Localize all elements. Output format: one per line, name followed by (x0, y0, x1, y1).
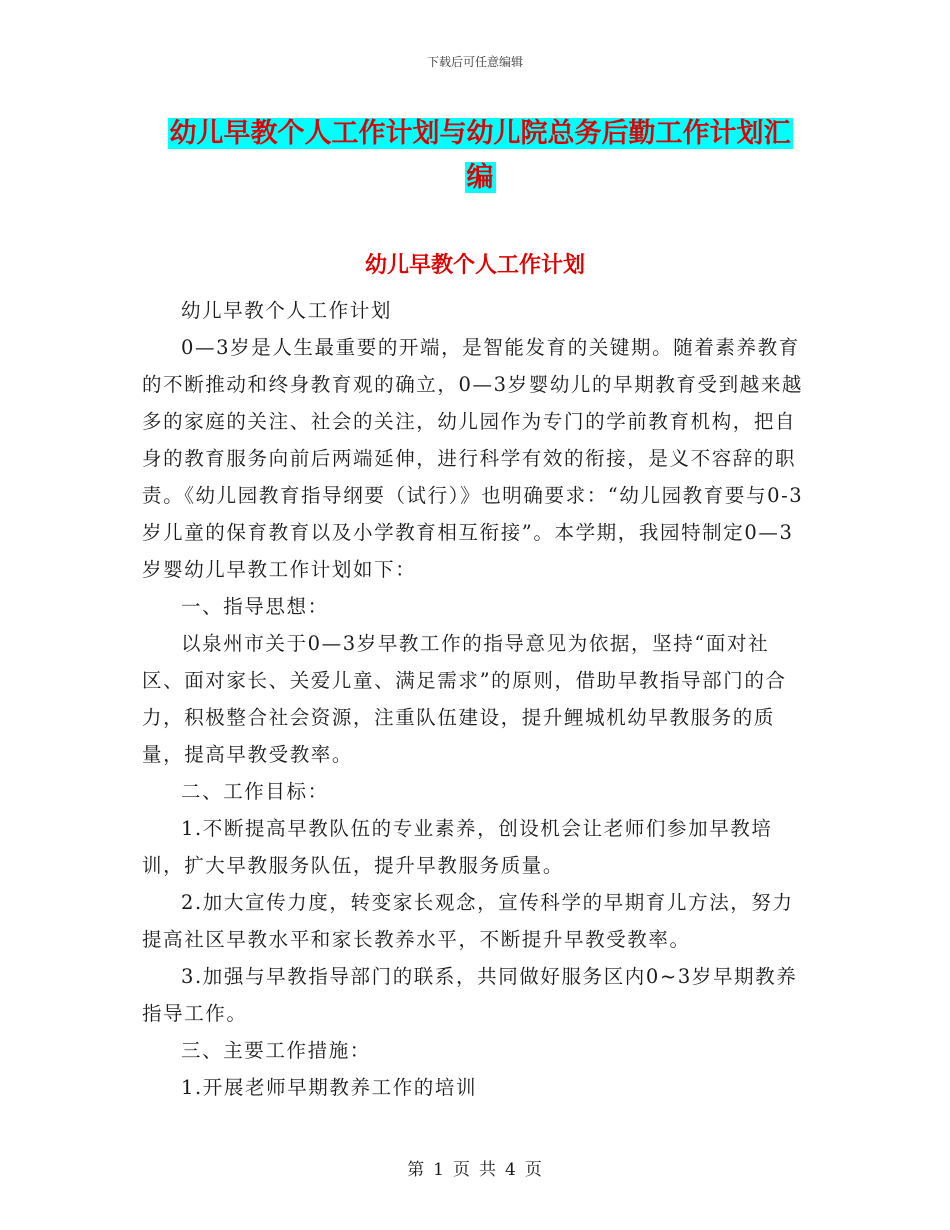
paragraph: 2.加大宣传力度，转变家长观念，宣传科学的早期育儿方法，努力提高社区早教水平和家长教养水平，不断提升早教受教率。 (142, 891, 794, 951)
paragraph: 1.不断提高早教队伍的专业素养，创设机会让老师们参加早教培训，扩大早教服务队伍，提升早教服务质量。 (142, 817, 773, 877)
paragraph: 3.加强与早教指导部门的联系，共同做好服务区内0~3岁早期教养指导工作。 (142, 965, 798, 1025)
paragraph-heading: 二、工作目标： (181, 780, 329, 803)
paragraph: 幼儿早教个人工作计划 (181, 299, 393, 322)
page-unit: 页 (453, 1160, 471, 1180)
paragraph-heading: 三、主要工作措施： (181, 1039, 371, 1062)
paragraph: 以泉州市关于0—3岁早教工作的指导意见为依据，坚持“面对社区、面对家长、关爱儿童、满足需求”的原则，借助早教指导部门的合力，积极整合社会资源，注重队伍建设，提升鲤城机幼早教服务的质量，提高早教受教率。 (142, 632, 787, 766)
header-note: 下载后可任意编辑 (426, 55, 523, 69)
section-title: 幼儿早教个人工作计划 (364, 253, 585, 278)
total-label: 共 (479, 1160, 497, 1180)
paragraph: 1.开展老师早期教养工作的培训 (181, 1076, 478, 1099)
document-title (140, 112, 820, 200)
page-label: 第 (407, 1160, 426, 1180)
paragraph-heading: 一、指导思想： (181, 595, 329, 618)
page-total: 4 (505, 1160, 517, 1180)
document-title-line2: 编 (466, 162, 494, 193)
document-title-line1: 幼儿早教个人工作计划与幼儿院总务后勤工作计划汇 (169, 118, 791, 149)
paragraph: 0—3岁是人生最重要的开端，是智能发育的关键期。随着素养教育的不断推动和终身教育观的确立，0—3岁婴幼儿的早期教育受到越来越多的家庭的关注、社会的关注，幼儿园作为专门的学前教育机构，把自身的教育服务向前后两端延伸，进行科学有效的衔接，是义不容辞的职责。《幼儿园教育指导纲要（试行）》也明确要求：“幼儿园教育要与0-3岁儿童的保育教育以及小学教育相互衔接”。本学期，我园特制定0—3岁婴幼儿早教工作计划如下： (142, 336, 804, 581)
document-body (142, 292, 804, 1106)
total-unit: 页 (524, 1160, 543, 1180)
page-current: 1 (433, 1160, 445, 1180)
page-footer (0, 1155, 950, 1180)
